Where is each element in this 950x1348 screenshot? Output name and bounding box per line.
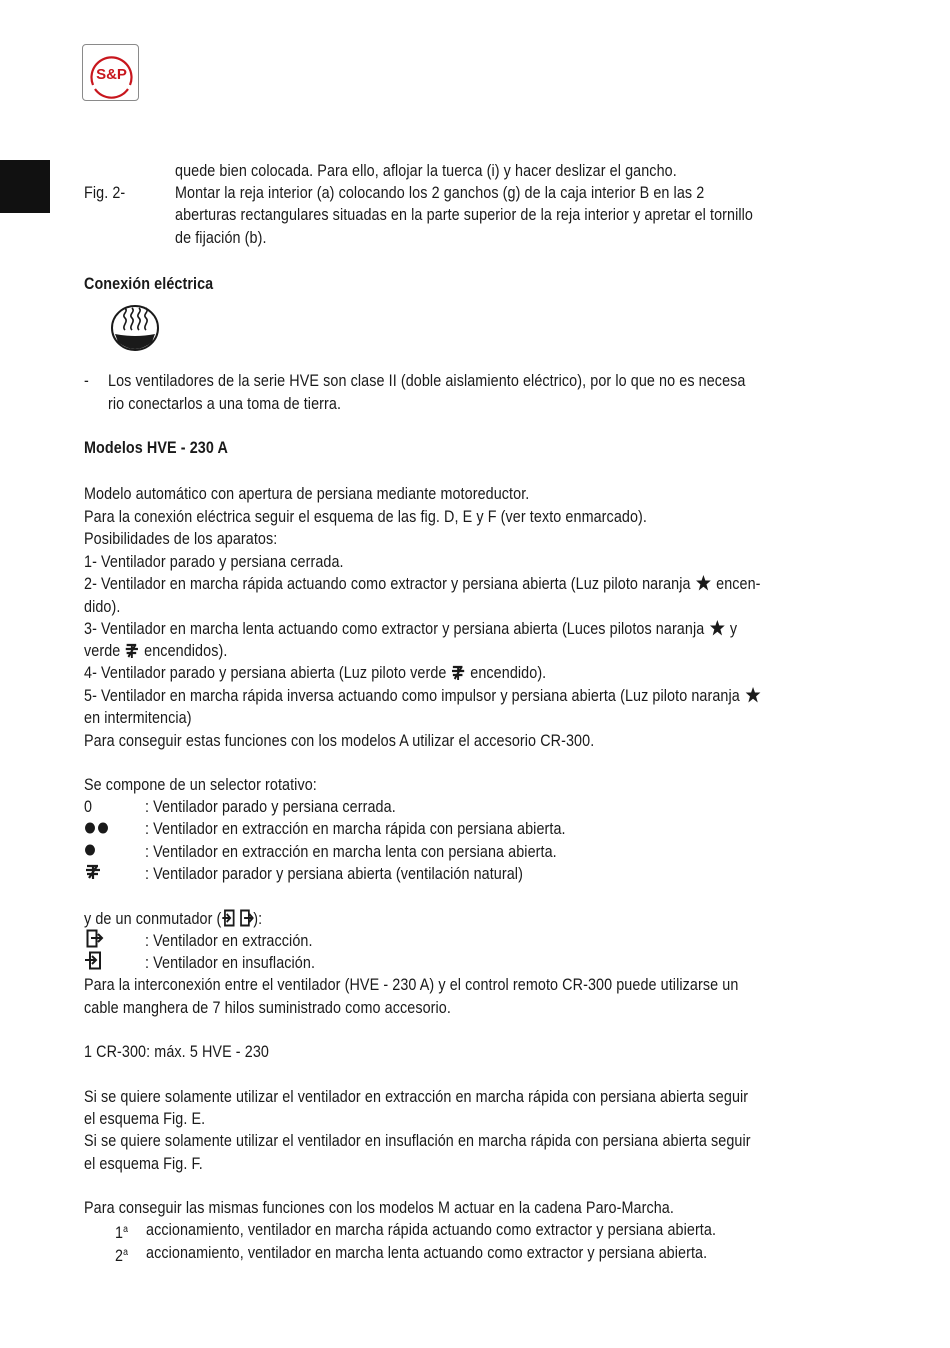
cr300-limit: 1 CR-300: máx. 5 HVE - 230: [84, 1043, 269, 1061]
list-item-3-verde: verde: [84, 642, 121, 660]
logo-text: S&P: [96, 66, 127, 83]
list-item-2-text: 2- Ventilador en marcha rápida actuando como extractor y persiana abierta (Luz piloto naranja: [84, 575, 691, 593]
section-heading-modelos: Modelos HVE - 230 A: [84, 439, 228, 457]
conmutador-p2: cable manghera de 7 hilos suministrado como accesorio.: [84, 999, 451, 1017]
step-number-2: [115, 1242, 128, 1267]
list-item-1: 1- Ventilador parado y persiana cerrada.: [84, 553, 344, 571]
extraction-icon: [239, 909, 253, 927]
fig-text-1: Montar la reja interior (a) colocando los 2 ganchos (g) de la caja interior B en las 2: [175, 184, 705, 202]
selector-row-1: : Ventilador en extracción en marcha rápida con persiana abierta.: [145, 820, 566, 838]
modelos-p3: Posibilidades de los aparatos:: [84, 530, 278, 548]
list-item-5-text: 5- Ventilador en marcha rápida inversa actuando como impulsor y persiana abierta (Luz piloto naranja: [84, 687, 740, 705]
selector-key-0: 0: [84, 798, 93, 816]
modelos-m-intro: Para conseguir las mismas funciones con los modelos M actuar en la cadena Paro-Marcha.: [84, 1199, 674, 1217]
step-text-1: accionamiento, ventilador en marcha rápida actuando como extractor y persiana abierta.: [146, 1221, 717, 1239]
fast-speed-icon: [84, 821, 110, 835]
conmutador-p1: Para la interconexión entre el ventilador (HVE - 230 A) y el control remoto CR-300 puede utilizarse un: [84, 976, 739, 994]
esquema-line-3: Si se quiere solamente utilizar el ventilador en insuflación en marcha rápida con persiana abierta seguir: [84, 1132, 751, 1150]
selector-intro: Se compone de un selector rotativo:: [84, 776, 317, 794]
slow-speed-icon: [84, 843, 98, 857]
side-tab-marker: [0, 160, 50, 213]
step-number-1: [115, 1219, 128, 1244]
conmutador-row-1: : Ventilador en extracción.: [145, 932, 313, 950]
list-item-5: [84, 685, 761, 707]
conmutador-row-2: : Ventilador en insuflación.: [145, 954, 316, 972]
list-item-2: [84, 573, 761, 595]
conexion-text-1: Los ventiladores de la serie HVE son clase II (doble aislamiento eléctrico), por lo que no es necesa: [108, 372, 746, 390]
selector-row-3: : Ventilador parador y persiana abierta (ventilación natural): [145, 865, 523, 883]
list-item-3-text: 3- Ventilador en marcha lenta actuando como extractor y persiana abierta (Luces pilotos naranja: [84, 620, 705, 638]
fig-text-3: de fijación (b).: [175, 229, 267, 247]
list-item-4-suffix: encendido).: [470, 664, 547, 682]
section-heading-conexion: Conexión eléctrica: [84, 275, 214, 293]
insuflation-icon: [221, 909, 235, 927]
modelos-p1: Modelo automático con apertura de persiana mediante motoreductor.: [84, 485, 530, 503]
conmutador-intro-text: y de un conmutador (: [84, 910, 222, 928]
modelos-p4: Para conseguir estas funciones con los modelos A utilizar el accesorio CR-300.: [84, 732, 595, 750]
fig-label: Fig. 2-: [84, 184, 126, 202]
step-text-2: accionamiento, ventilador en marcha lenta actuando como extractor y persiana abierta.: [146, 1244, 708, 1262]
orange-light-icon: [708, 619, 725, 637]
list-item-4: [84, 662, 546, 684]
insuflation-icon: [84, 951, 102, 970]
selector-row-2: : Ventilador en extracción en marcha lenta con persiana abierta.: [145, 843, 557, 861]
list-item-3-suffix: encendidos).: [144, 642, 228, 660]
list-item-2-suffix: encen-: [716, 575, 761, 593]
list-item-3-y: y: [729, 620, 738, 638]
selector-row-0: : Ventilador parado y persiana cerrada.: [145, 798, 396, 816]
esquema-line-4: el esquema Fig. F.: [84, 1155, 203, 1173]
step-number-1-sup: a: [123, 1224, 129, 1235]
extraction-icon: [86, 929, 104, 948]
fig-text-2: aberturas rectangulares situadas en la parte superior de la reja interior y apretar el tornillo: [175, 206, 753, 224]
conmutador-intro: [84, 908, 262, 930]
step-number-2-digit: 2: [115, 1247, 124, 1265]
list-item-4-text: 4- Ventilador parado y persiana abierta (Luz piloto verde: [84, 664, 447, 682]
conmutador-intro-close: ):: [253, 910, 263, 928]
natural-ventilation-icon: [84, 864, 102, 880]
list-item-2-cont: dido).: [84, 598, 121, 616]
esquema-line-1: Si se quiere solamente utilizar el ventilador en extracción en marcha rápida con persiana abierta seguir: [84, 1088, 749, 1106]
green-light-icon: [451, 665, 467, 681]
step-number-2-sup: a: [123, 1247, 129, 1258]
list-item-3: [84, 618, 737, 640]
list-item-3-cont: [84, 640, 227, 662]
step-number-1-digit: 1: [115, 1224, 124, 1242]
intro-line: quede bien colocada. Para ello, aflojar la tuerca (i) y hacer deslizar el gancho.: [175, 162, 677, 180]
esquema-line-2: el esquema Fig. E.: [84, 1110, 206, 1128]
list-dash: -: [84, 372, 89, 390]
conexion-text-2: rio conectarlos a una toma de tierra.: [108, 395, 342, 413]
modelos-p2: Para la conexión eléctrica seguir el esquema de las fig. D, E y F (ver texto enmarcado).: [84, 508, 647, 526]
class-ii-heat-icon: [110, 304, 160, 352]
green-light-icon: [124, 643, 140, 659]
orange-light-icon: [744, 686, 761, 704]
sp-logo: [82, 44, 139, 101]
list-item-5-cont: en intermitencia): [84, 709, 192, 727]
orange-light-icon: [695, 574, 712, 592]
